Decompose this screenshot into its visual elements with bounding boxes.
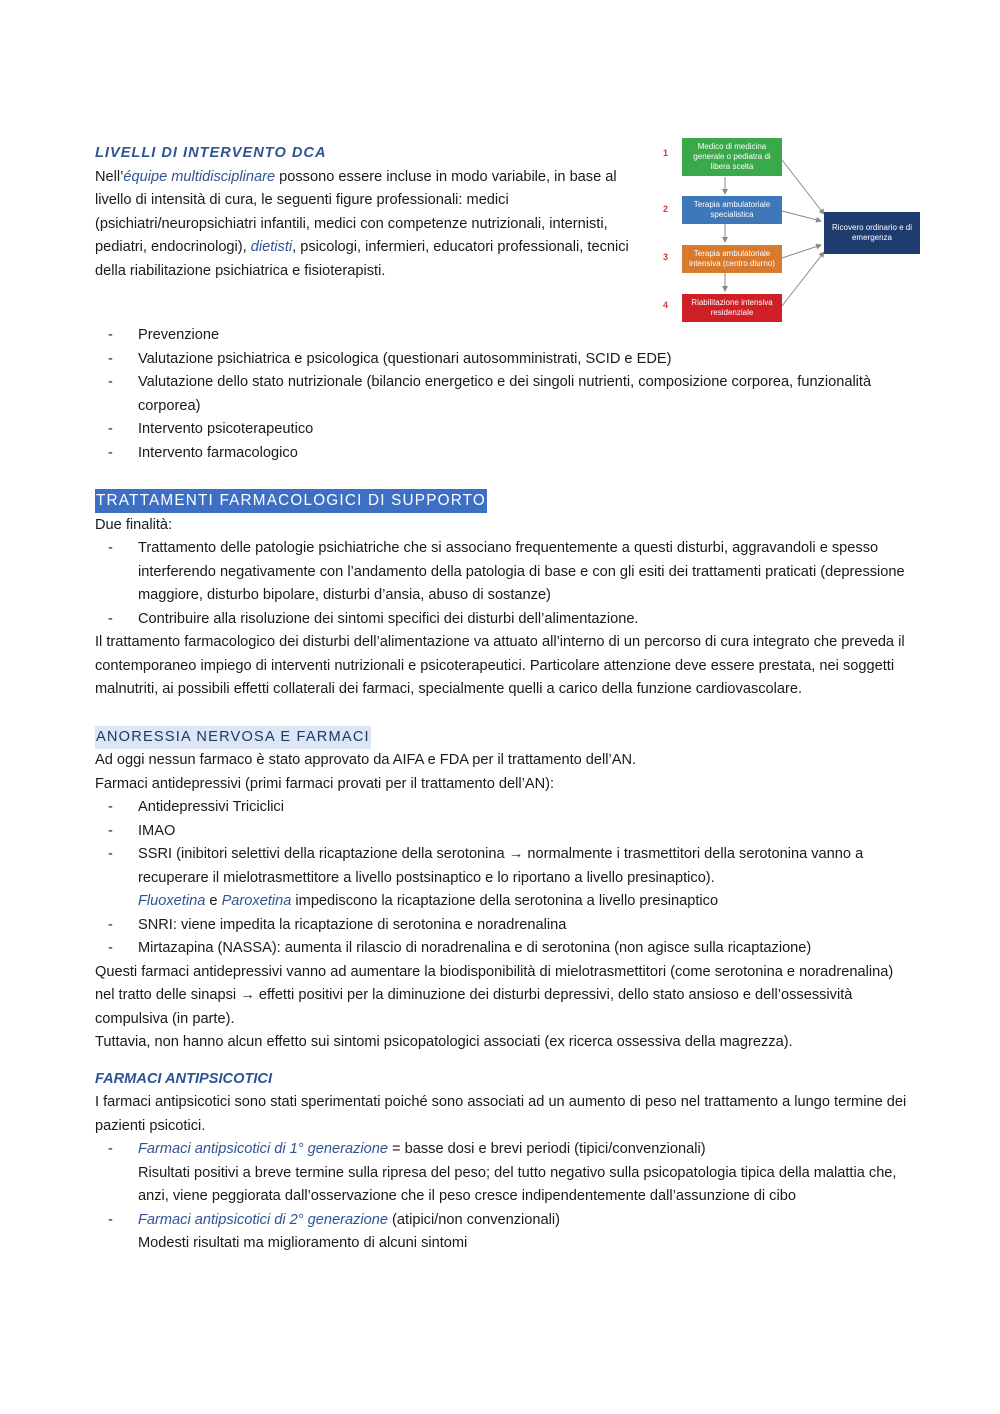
- section-title-support: TRATTAMENTI FARMACOLOGICI DI SUPPORTO: [95, 489, 487, 513]
- support-lead: Due finalità:: [95, 516, 173, 533]
- list-item: - Valutazione psichiatrica e psicologica (questionari autosomministrati, SCID e EDE): [95, 348, 910, 372]
- intro-paragraph: [95, 166, 650, 284]
- an-paragraph-1: Questi farmaci antidepressivi vanno ad aumentare la biodisponibilità di mielotrasmettitori (come serotonina e noradrenalina) nel tratto delle sinapsi → effetti positivi per la diminuzione dei disturbi depressivi, dello stato ansioso e dell’ossessività compulsiva (in parte).: [95, 963, 894, 1027]
- diagram-number-4: 4: [663, 300, 669, 310]
- intro-em-equipe: équipe multidisciplinare: [123, 168, 276, 185]
- gen1-rest: = basse dosi e brevi periodi (tipici/convenzionali): [388, 1141, 706, 1157]
- list-item: - Contribuire alla risoluzione dei sintomi specifici dei disturbi dell’alimentazione.: [95, 608, 910, 632]
- ssri-em-paroxetina: Paroxetina: [221, 893, 292, 909]
- diagram-number-2: 2: [663, 204, 669, 214]
- intro-text-b: possono essere incluse in modo variabile, in base al livello di intensità di cura, le seguenti figure professionali: medici (psichiatri/neuropsichiatri infantili, medici con competenze nutrizionali, internisti, pediatri, endocrinologi),: [95, 168, 617, 255]
- list-item-gen2: [95, 1209, 910, 1256]
- list-item: - Intervento psicoterapeutico: [95, 418, 910, 442]
- diagram-box-day-center: Terapia ambulatoriale intensiva (centro diurno): [682, 245, 782, 273]
- support-paragraph: Il trattamento farmacologico dei disturbi dell’alimentazione va attuato all’interno di un percorso di cura integrato che preveda il contemporaneo impiego di interventi nutrizionali e psicoterapeutici. Particolare attenzione deve essere prestata, nei soggetti malnutriti, ai possibili effetti collaterali dei farmaci, specialmente quelli a carico della funzione cardiovascolare.: [95, 634, 905, 697]
- list-item: - Mirtazapina (NASSA): aumenta il rilascio di noradrenalina e di serotonina (non agisce sulla ricaptazione): [95, 937, 910, 961]
- intro-text-c: , psicologi, infermieri, educatori professionali, tecnici della riabilitazione psichiatrica e fisioterapisti.: [95, 239, 629, 279]
- antidepressant-list: [95, 796, 910, 961]
- list-item: - Trattamento delle patologie psichiatriche che si associano frequentemente a questi disturbi, aggravandoli e spesso interferendo negativamente con l’andamento della patologia di base e con gli esiti dei trattamenti praticati (depressione maggiore, disturbo bipolare, disturbi d’ansia, abuso di sostanze): [95, 537, 910, 608]
- ssri-rest: impediscono la ricaptazione della serotonina a livello presinaptico: [291, 893, 719, 909]
- diagram-number-1: 1: [663, 148, 669, 158]
- levels-list: [95, 324, 910, 465]
- diagram-box-hospitalization: Ricovero ordinario e di emergenza: [824, 212, 920, 254]
- gen2-detail: Modesti risultati ma miglioramento di alcuni sintomi: [138, 1235, 468, 1251]
- diagram-box-residential: Riabilitazione intensiva residenziale: [682, 294, 782, 322]
- an-paragraph-2: Tuttavia, non hanno alcun effetto sui sintomi psicopatologici associati (ex ricerca ossessiva della magrezza).: [95, 1034, 793, 1050]
- section-title-levels: LIVELLI DI INTERVENTO DCA: [95, 145, 327, 161]
- diagram-box-outpatient: Terapia ambulatoriale specialistica: [682, 196, 782, 224]
- support-list: [95, 537, 910, 631]
- list-item: - Intervento farmacologico: [95, 442, 910, 466]
- document-body: [95, 142, 910, 1256]
- list-item: - IMAO: [95, 820, 910, 844]
- list-item: - SNRI: viene impedita la ricaptazione di serotonina e noradrenalina: [95, 914, 910, 938]
- list-item-gen1: [95, 1138, 910, 1209]
- ssri-em-fluoxetina: Fluoxetina: [138, 893, 206, 909]
- list-item-ssri: [95, 843, 910, 914]
- an-line-2: Farmaci antidepressivi (primi farmaci provati per il trattamento dell’AN):: [95, 775, 555, 792]
- gen2-rest: (atipici/non convenzionali): [388, 1211, 560, 1228]
- section-title-antipsychotic: FARMACI ANTIPSICOTICI: [95, 1070, 273, 1087]
- list-item: - Valutazione dello stato nutrizionale (bilancio energetico e dei singoli nutrienti, composizione corporea, funzionalità corporea): [95, 371, 910, 418]
- list-item: - Antidepressivi Triciclici: [95, 796, 910, 820]
- ssri-and: e: [205, 893, 222, 909]
- intro-text-a: Nell’: [95, 168, 124, 185]
- antipsychotic-intro: I farmaci antipsicotici sono stati sperimentati poiché sono associati ad un aumento di peso nel trattamento a lungo termine dei pazienti psicotici.: [95, 1094, 907, 1134]
- ssri-text: SSRI (inibitori selettivi della ricaptazione della serotonina → normalmente i trasmettitori della serotonina vanno a recuperare il mielotrasmettitore a livello postsinaptico e lo riportano a livello presinaptico).: [138, 846, 864, 886]
- gen1-detail: Risultati positivi a breve termine sulla ripresa del peso; del tutto negativo sulla psicopatologia tipica della malattia che, anzi, viene peggiorata dall’osservazione che il peso cresce indipendentemente dall’assunzione di cibo: [138, 1164, 897, 1204]
- list-item: - Prevenzione: [95, 324, 910, 348]
- diagram-number-3: 3: [663, 252, 669, 262]
- section-title-an: ANORESSIA NERVOSA E FARMACI: [95, 726, 371, 750]
- diagram-box-gp: Medico di medicina generale o pediatra di libera scelta: [682, 138, 782, 176]
- gen1-em: Farmaci antipsicotici di 1° generazione: [138, 1141, 388, 1157]
- intro-em-dietisti: dietisti: [250, 239, 293, 255]
- an-line-1: Ad oggi nessun farmaco è stato approvato da AIFA e FDA per il trattamento dell’AN.: [95, 752, 637, 768]
- antipsychotic-list: [95, 1138, 910, 1256]
- gen2-em: Farmaci antipsicotici di 2° generazione: [138, 1211, 388, 1228]
